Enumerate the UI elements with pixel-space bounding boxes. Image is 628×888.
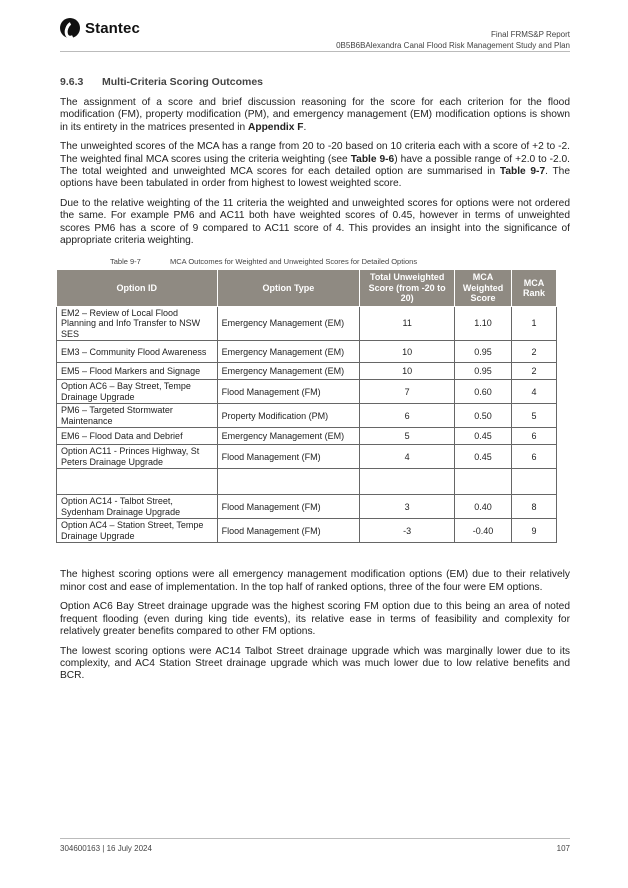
- cell-option-id: EM2 – Review of Local Flood Planning and Info Transfer to NSW SES: [57, 306, 218, 341]
- stantec-logo-icon: [60, 18, 80, 38]
- header-option-id: Option ID: [57, 270, 218, 307]
- cell-unweighted-score: 6: [360, 404, 455, 428]
- cell-weighted-score: 0.50: [455, 404, 512, 428]
- cell-option-type: Flood Management (FM): [217, 495, 360, 519]
- cell-rank: 2: [512, 363, 557, 380]
- cell-weighted-score: 0.45: [455, 445, 512, 469]
- mca-outcomes-table: [56, 269, 557, 543]
- cell-unweighted-score: [360, 469, 455, 495]
- cell-rank: 6: [512, 428, 557, 445]
- paragraph-5: Option AC6 Bay Street drainage upgrade was the highest scoring FM option due to this being an area of noted frequent flooding (even during king tide events), its relative ease in terms of feasibility and complexity for relatively greater benefits compared to other FM options.: [60, 601, 570, 638]
- table-row: [57, 469, 557, 495]
- cell-rank: 4: [512, 380, 557, 404]
- table-9-7-ref: Table 9-7: [499, 166, 546, 178]
- table-row: [57, 341, 557, 363]
- table-row: [57, 495, 557, 519]
- stantec-logo: [60, 18, 140, 38]
- cell-option-type: Emergency Management (EM): [217, 341, 360, 363]
- table-row: [57, 404, 557, 428]
- cell-option-type: Property Modification (PM): [217, 404, 360, 428]
- paragraph-3: Due to the relative weighting of the 11 criteria the weighted and unweighted scores for options were not ordered the same. For example PM6 and AC11 both have weighted scores of 0.45, however in terms of unweighted scores PM6 has a score of 9 compared to AC11 score of 4. This provides an insight into the significance of appropriate criteria weighting.: [60, 197, 570, 247]
- cell-unweighted-score: 3: [360, 495, 455, 519]
- table-row: [57, 519, 557, 543]
- cell-weighted-score: -0.40: [455, 519, 512, 543]
- cell-option-id: Option AC6 – Bay Street, Tempe Drainage Upgrade: [57, 380, 218, 404]
- cell-unweighted-score: 10: [360, 341, 455, 363]
- table-caption-number: Table 9-7: [110, 257, 141, 267]
- report-subtitle: 0B5B6BAlexandra Canal Flood Risk Management Study and Plan: [336, 41, 570, 50]
- page-number: 107: [556, 844, 570, 853]
- cell-option-type: Flood Management (FM): [217, 445, 360, 469]
- page-content: [60, 76, 570, 690]
- cell-unweighted-score: 4: [360, 445, 455, 469]
- cell-option-type: Emergency Management (EM): [217, 306, 360, 341]
- cell-option-id: Option AC11 - Princes Highway, St Peters Drainage Upgrade: [57, 445, 218, 469]
- cell-unweighted-score: 11: [360, 306, 455, 341]
- table-row: [57, 363, 557, 380]
- cell-option-id: Option AC4 – Station Street, Tempe Drainage Upgrade: [57, 519, 218, 543]
- cell-unweighted-score: -3: [360, 519, 455, 543]
- cell-rank: 2: [512, 341, 557, 363]
- header-rank: MCA Rank: [512, 270, 557, 307]
- cell-rank: 5: [512, 404, 557, 428]
- cell-rank: 8: [512, 495, 557, 519]
- cell-option-type: Flood Management (FM): [217, 380, 360, 404]
- cell-option-id: Option AC14 - Talbot Street, Sydenham Drainage Upgrade: [57, 495, 218, 519]
- cell-weighted-score: 1.10: [455, 306, 512, 341]
- cell-option-type: Emergency Management (EM): [217, 428, 360, 445]
- section-number: 9.6.3: [60, 76, 84, 88]
- cell-option-id: PM6 – Targeted Stormwater Maintenance: [57, 404, 218, 428]
- cell-rank: [512, 469, 557, 495]
- cell-weighted-score: 0.40: [455, 495, 512, 519]
- cell-unweighted-score: 10: [360, 363, 455, 380]
- table-row: [57, 445, 557, 469]
- footer-divider: [60, 838, 570, 839]
- appendix-f-ref: Appendix F: [248, 121, 304, 133]
- conclusion-text: [60, 569, 570, 682]
- footer-doc-id: 304600163 | 16 July 2024: [60, 844, 152, 853]
- paragraph-1: The assignment of a score and brief discussion reasoning for the score for each criterion for the flood modification (FM), property modification (PM), and emergency management (EM) modification options is shown in its entirety in the matrices presented in Appendix F.: [60, 97, 570, 133]
- cell-option-id: [57, 469, 218, 495]
- cell-option-id: EM3 – Community Flood Awareness: [57, 341, 218, 363]
- report-title: Final FRMS&P Report: [491, 30, 570, 39]
- paragraph-6: The lowest scoring options were AC14 Talbot Street drainage upgrade which was marginally lower due to its complexity, and AC4 Station Street drainage upgrade which was much lower due to low relative benefits and BCR.: [60, 645, 570, 682]
- header-option-type: Option Type: [217, 270, 360, 307]
- table-row: [57, 428, 557, 445]
- cell-option-type: [217, 469, 360, 495]
- table-caption: [110, 257, 570, 266]
- table-header-row: [57, 270, 557, 307]
- table-9-6-ref: Table 9-6: [350, 153, 395, 165]
- report-header: [336, 29, 570, 51]
- cell-option-type: Emergency Management (EM): [217, 363, 360, 380]
- paragraph-4: The highest scoring options were all emergency management modification options (EM) due to their relatively minor cost and ease of implementation. In the top half of ranked options, three of the four were EM options.: [60, 569, 570, 593]
- cell-weighted-score: 0.95: [455, 341, 512, 363]
- header-divider: [60, 51, 570, 52]
- cell-weighted-score: 0.95: [455, 363, 512, 380]
- table-row: [57, 306, 557, 341]
- cell-unweighted-score: 7: [360, 380, 455, 404]
- logo-text: Stantec: [85, 19, 140, 37]
- table-row: [57, 380, 557, 404]
- cell-option-id: EM6 – Flood Data and Debrief: [57, 428, 218, 445]
- cell-weighted-score: 0.45: [455, 428, 512, 445]
- cell-rank: 6: [512, 445, 557, 469]
- table-caption-text: MCA Outcomes for Weighted and Unweighted Scores for Detailed Options: [170, 257, 418, 267]
- section-heading: [60, 76, 570, 88]
- header-weighted-score: MCA Weighted Score: [455, 270, 512, 307]
- cell-weighted-score: 0.60: [455, 380, 512, 404]
- cell-rank: 9: [512, 519, 557, 543]
- cell-option-id: EM5 – Flood Markers and Signage: [57, 363, 218, 380]
- cell-weighted-score: [455, 469, 512, 495]
- cell-unweighted-score: 5: [360, 428, 455, 445]
- cell-rank: 1: [512, 306, 557, 341]
- cell-option-type: Flood Management (FM): [217, 519, 360, 543]
- section-title: Multi-Criteria Scoring Outcomes: [102, 76, 264, 88]
- paragraph-2: The unweighted scores of the MCA has a range from 20 to -20 based on 10 criteria each with a score of +2 to -2. The weighted final MCA scores using the criteria weighting (see Table 9-6) have a possible range of +2.0 to -2.0. The total weighted and unweighted MCA scores for each detailed option are summarised in Table 9-7. The options have been tabulated in order from highest to lowest weighted score.: [60, 141, 571, 190]
- header-unweighted-score: Total Unweighted Score (from -20 to 20): [360, 270, 455, 307]
